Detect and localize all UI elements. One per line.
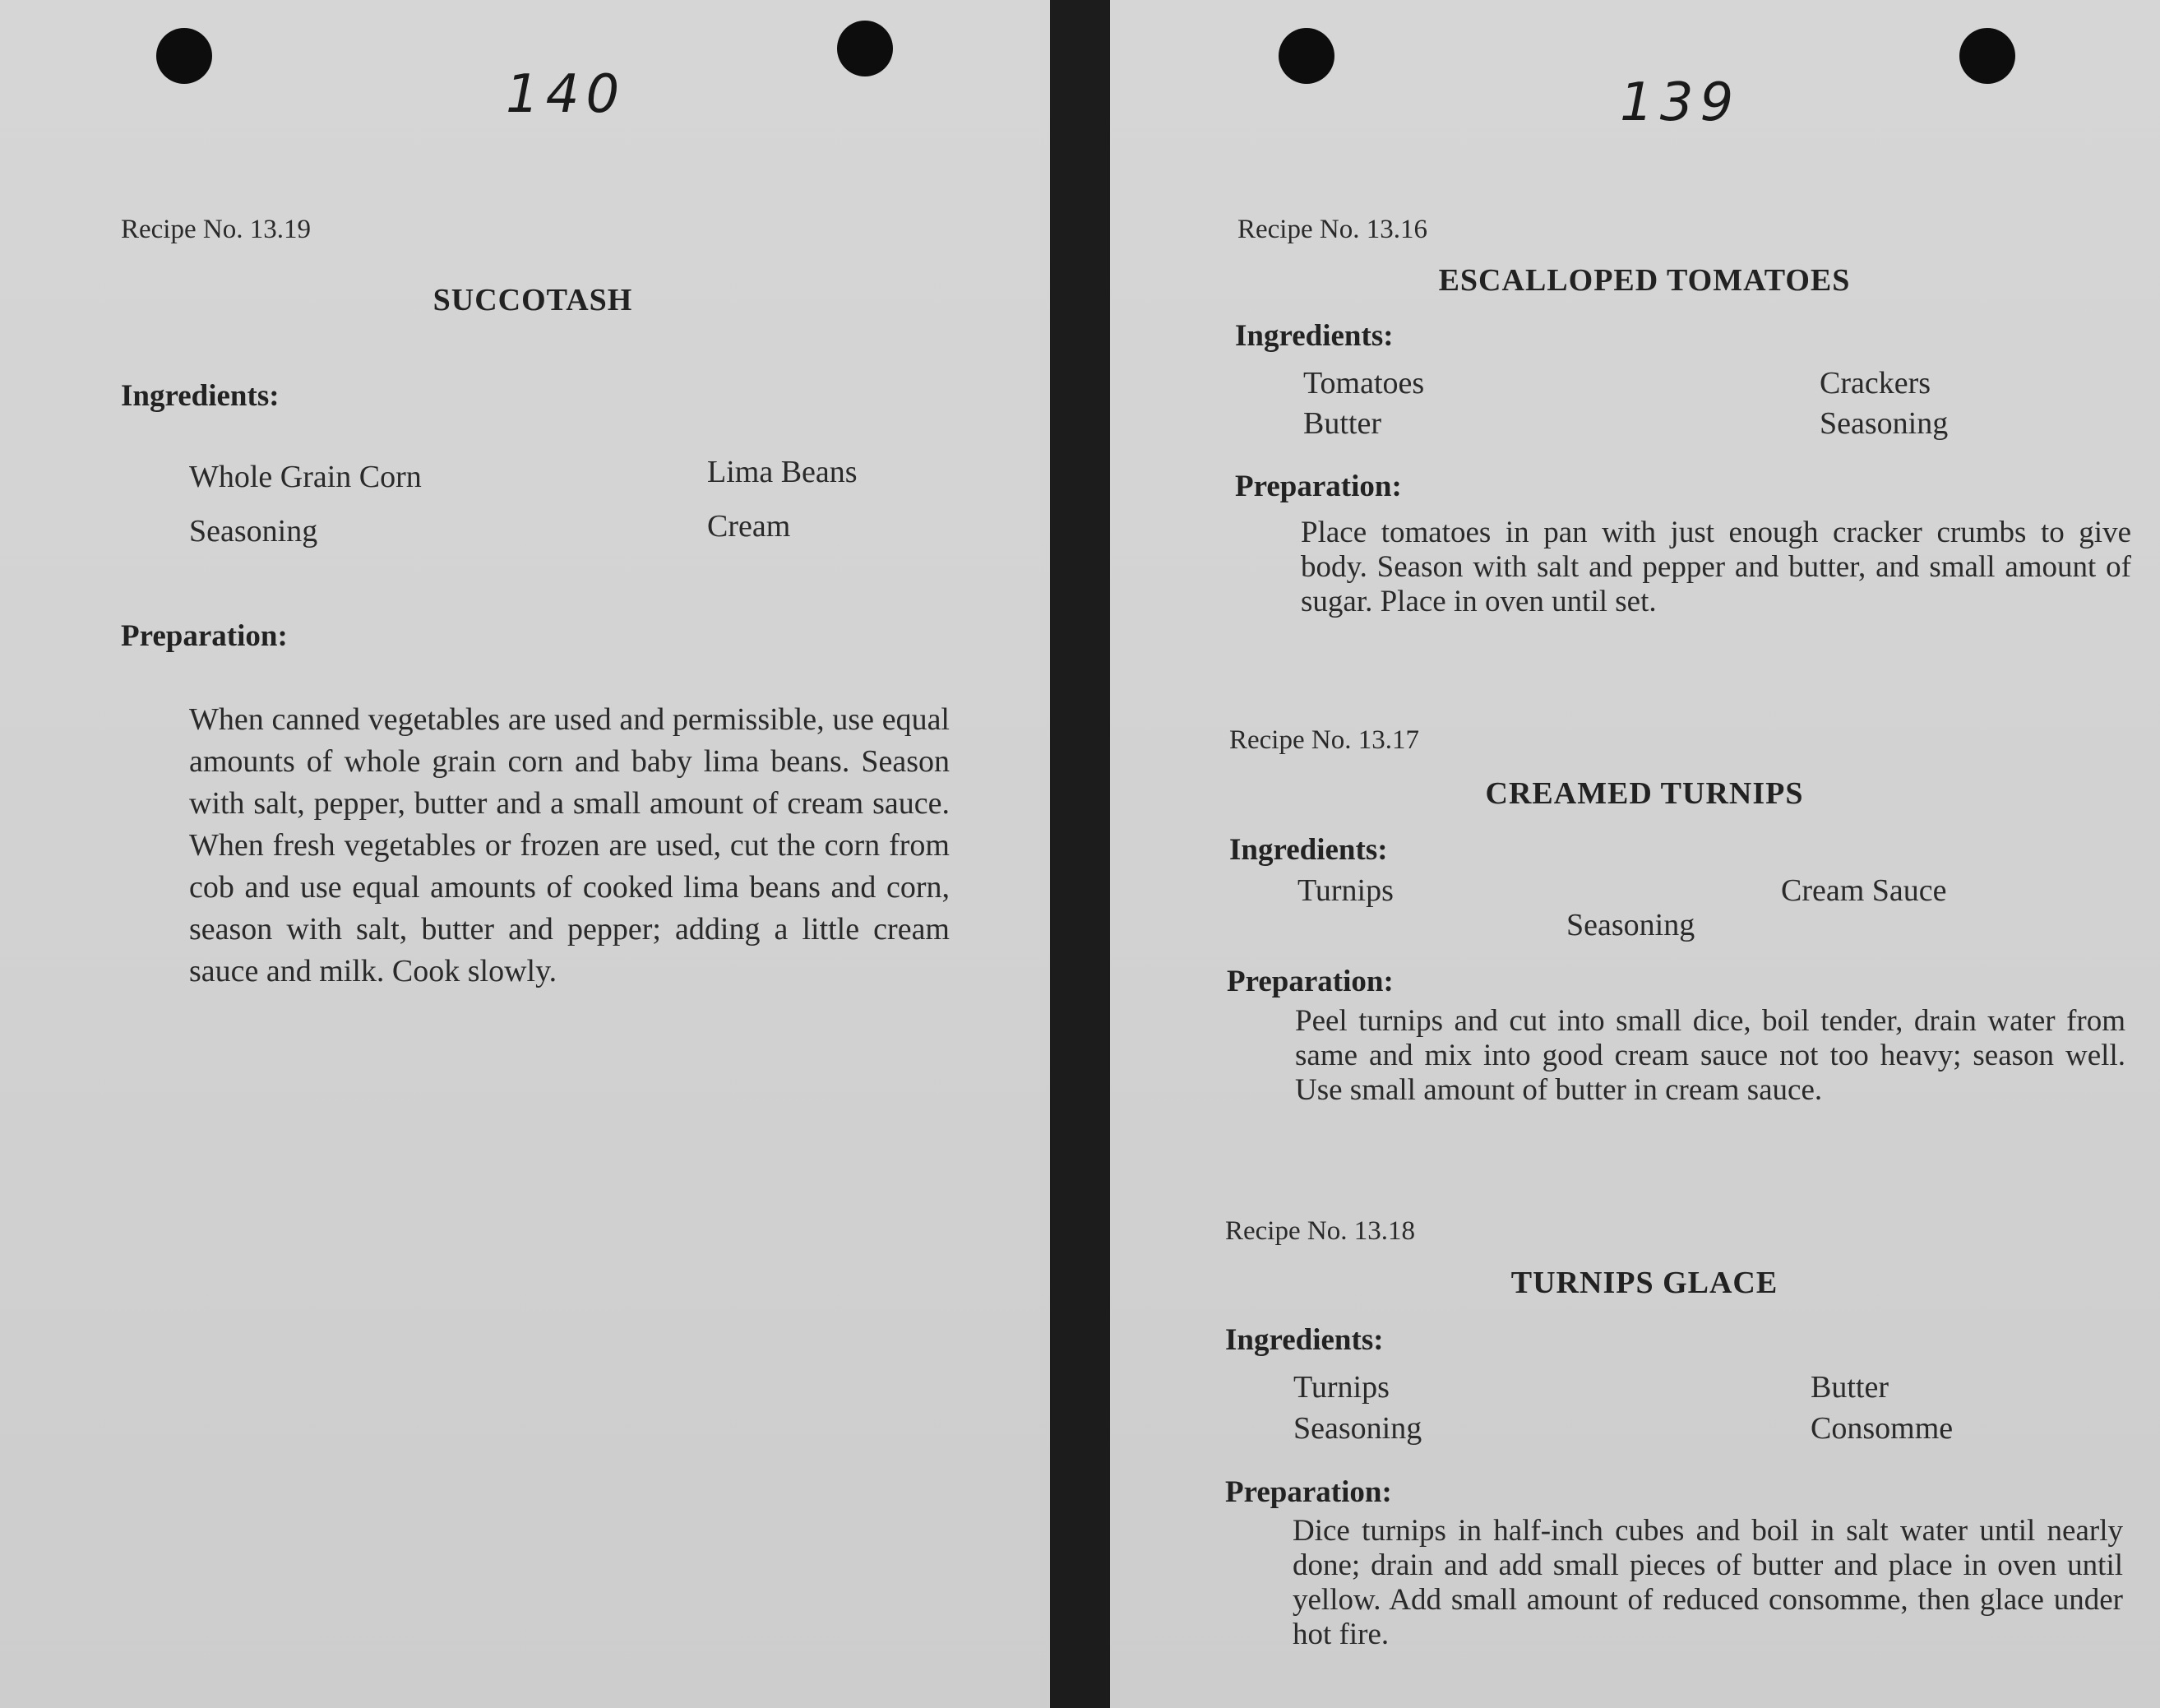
ingredient-item: Lima Beans: [707, 455, 858, 489]
ingredient-item: Seasoning: [1566, 908, 1695, 942]
punch-hole-icon: [1959, 28, 2015, 84]
preparation-text: When canned vegetables are used and permissible, use equal amounts of whole grain corn and baby lima beans. Season with salt, pepper, butter and a small amount of cream sauce. When fresh vegetables or frozen are used, cut the corn from cob and use equal amounts of cooked lima beans and corn, season with salt, butter and pepper; adding a little cream sauce and milk. Cook slowly.: [189, 702, 950, 988]
recipe-title: SUCCOTASH: [432, 283, 633, 317]
handwritten-page-number: 140: [506, 64, 627, 125]
ingredient-item: Cream: [707, 509, 791, 544]
recipe-card-left: [0, 0, 1050, 1708]
preparation-label: Preparation:: [1227, 965, 1394, 998]
ingredient-item: Crackers: [1820, 366, 1931, 400]
handwritten-page-number: 139: [1620, 72, 1741, 133]
recipe-number: Recipe No. 13.19: [121, 215, 311, 244]
ingredients-label: Ingredients:: [121, 379, 280, 413]
recipe-title: CREAMED TURNIPS: [1485, 776, 1804, 811]
recipe-title: ESCALLOPED TOMATOES: [1438, 263, 1851, 298]
recipe-number: Recipe No. 13.18: [1225, 1216, 1415, 1246]
ingredient-item: Turnips: [1297, 873, 1394, 908]
ingredient-item: Seasoning: [1293, 1411, 1422, 1446]
preparation-label: Preparation:: [121, 619, 288, 653]
ingredient-item: Turnips: [1293, 1370, 1390, 1405]
preparation-label: Preparation:: [1225, 1475, 1392, 1509]
ingredient-item: Butter: [1303, 406, 1381, 441]
punch-hole-icon: [1279, 28, 1334, 84]
recipe-title: TURNIPS GLACE: [1510, 1266, 1778, 1300]
punch-hole-icon: [156, 28, 212, 84]
preparation-label: Preparation:: [1235, 470, 1402, 503]
ingredients-label: Ingredients:: [1235, 319, 1394, 353]
ingredient-item: Seasoning: [189, 514, 318, 549]
ingredient-item: Seasoning: [1820, 406, 1949, 441]
punch-hole-icon: [837, 21, 893, 76]
preparation-text: Place tomatoes in pan with just enough cracker crumbs to give body. Season with salt and pepper and butter, and small amount of sugar. Place in oven until set.: [1301, 516, 2131, 618]
preparation-text: Dice turnips in half-inch cubes and boil in salt water until nearly done; drain and add small pieces of butter and place in oven until yellow. Add small amount of reduced consomme, then glace under hot fire.: [1293, 1514, 2123, 1651]
preparation-text: Peel turnips and cut into small dice, boil tender, drain water from same and mix into good cream sauce not too heavy; season well. Use small amount of butter in cream sauce.: [1295, 1004, 2125, 1107]
recipe-number: Recipe No. 13.16: [1237, 215, 1427, 244]
recipe-number: Recipe No. 13.17: [1229, 725, 1419, 755]
ingredient-item: Cream Sauce: [1781, 873, 1947, 908]
recipe-card-right: [1110, 0, 2160, 1708]
ingredient-item: Tomatoes: [1303, 366, 1425, 400]
ingredient-item: Consomme: [1811, 1411, 1954, 1446]
ingredients-label: Ingredients:: [1229, 833, 1388, 867]
ingredients-label: Ingredients:: [1225, 1323, 1384, 1357]
ingredient-item: Whole Grain Corn: [189, 460, 422, 494]
ingredient-item: Butter: [1811, 1370, 1889, 1405]
